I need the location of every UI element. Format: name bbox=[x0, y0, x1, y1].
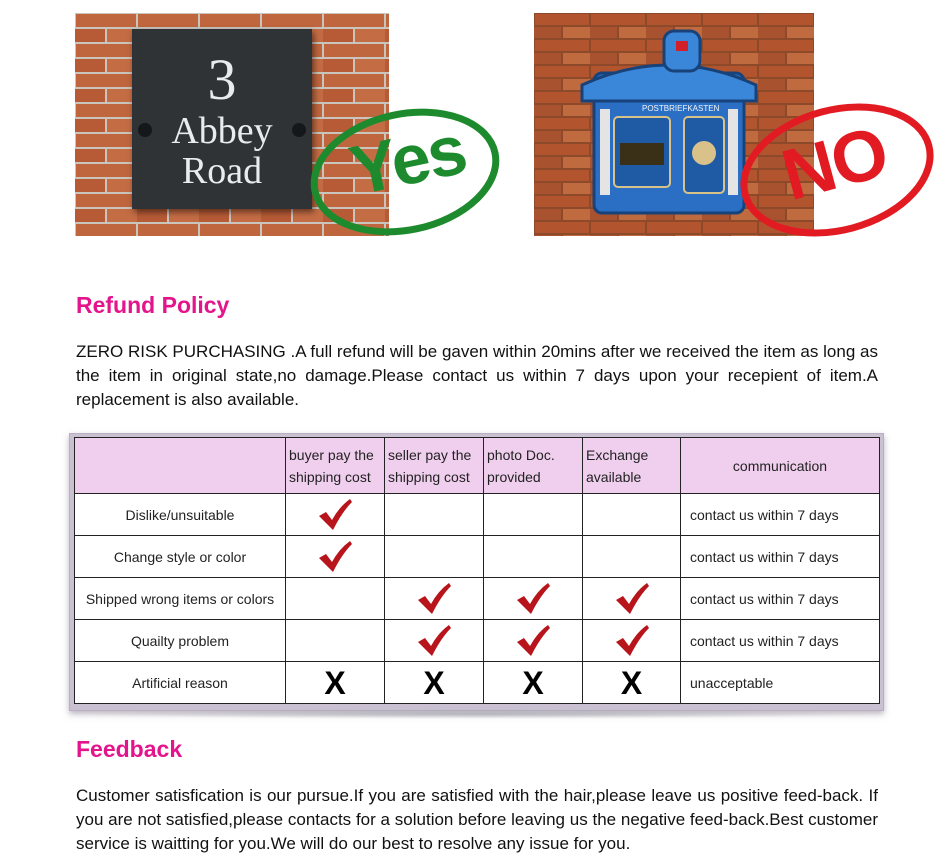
table-row bbox=[75, 620, 880, 662]
cross-icon: X bbox=[423, 664, 445, 701]
check-icon bbox=[416, 624, 452, 658]
mark-cell bbox=[484, 494, 583, 536]
mark-cell bbox=[385, 536, 484, 578]
mark-cell bbox=[286, 494, 385, 536]
yes-stamp bbox=[305, 100, 510, 240]
cross-icon: X bbox=[522, 664, 544, 701]
check-icon bbox=[515, 624, 551, 658]
mark-cell bbox=[385, 494, 484, 536]
check-icon bbox=[614, 582, 650, 616]
row-communication: unacceptable bbox=[681, 662, 880, 704]
mark-cell bbox=[286, 578, 385, 620]
mark-cell bbox=[583, 578, 681, 620]
header-exchange: Exchange available bbox=[583, 438, 681, 494]
header-seller-pay: seller pay the shipping cost bbox=[385, 438, 484, 494]
row-label: Shipped wrong items or colors bbox=[75, 578, 286, 620]
row-communication: contact us within 7 days bbox=[681, 620, 880, 662]
plaque-screw-left bbox=[138, 123, 152, 137]
plaque-screw-right bbox=[292, 123, 306, 137]
mark-cell bbox=[286, 662, 385, 704]
mark-cell bbox=[484, 620, 583, 662]
check-icon bbox=[317, 540, 353, 574]
row-label: Quailty problem bbox=[75, 620, 286, 662]
check-icon bbox=[614, 624, 650, 658]
mark-cell bbox=[385, 578, 484, 620]
yes-label: Yes bbox=[343, 109, 472, 211]
table-header-row bbox=[75, 438, 880, 494]
no-label: NO bbox=[773, 111, 896, 217]
header-cell-blank bbox=[75, 438, 286, 494]
table-row bbox=[75, 662, 880, 704]
plaque-line-1: Abbey bbox=[171, 110, 273, 152]
table-row bbox=[75, 578, 880, 620]
plaque-number: 3 bbox=[207, 47, 237, 112]
plaque-line-2: Road bbox=[181, 150, 263, 192]
mark-cell bbox=[385, 662, 484, 704]
mark-cell bbox=[286, 536, 385, 578]
mark-cell bbox=[385, 620, 484, 662]
feedback-text: Customer satisfication is our pursue.If you are satisfied with the hair,please leave us positive feed-back. If you are not satisfied,please contacts for a solution before leaving us the negative feed-back.Best customer service is waitting for you.We will do our best to resolve any issue for you. bbox=[76, 786, 878, 853]
check-icon bbox=[317, 498, 353, 532]
house-plaque bbox=[132, 29, 312, 209]
row-label: Change style or color bbox=[75, 536, 286, 578]
table-row bbox=[75, 494, 880, 536]
policy-table-frame bbox=[69, 433, 884, 711]
mark-cell bbox=[583, 494, 681, 536]
header-communication: communication bbox=[681, 438, 880, 494]
table-row bbox=[75, 536, 880, 578]
no-stamp bbox=[732, 98, 937, 240]
feedback-title: Feedback bbox=[76, 736, 183, 762]
row-communication: contact us within 7 days bbox=[681, 578, 880, 620]
mark-cell bbox=[583, 662, 681, 704]
mark-cell bbox=[583, 536, 681, 578]
cross-icon: X bbox=[620, 664, 643, 701]
refund-policy-title: Refund Policy bbox=[76, 292, 230, 318]
header-photo-doc: photo Doc. provided bbox=[484, 438, 583, 494]
table-shadow bbox=[80, 709, 875, 719]
policy-table bbox=[74, 437, 880, 704]
row-label: Artificial reason bbox=[75, 662, 286, 704]
mark-cell bbox=[583, 620, 681, 662]
refund-policy-text: ZERO RISK PURCHASING .A full refund will be gaven within 20mins after we received the item as long as the item in original state,no damage.Please contact us within 7 days upon your recepient of item.A replacement is also available. bbox=[76, 342, 878, 409]
row-communication: contact us within 7 days bbox=[681, 536, 880, 578]
mark-cell bbox=[484, 578, 583, 620]
cross-icon: X bbox=[324, 664, 346, 701]
mark-cell bbox=[484, 662, 583, 704]
mark-cell bbox=[484, 536, 583, 578]
check-icon bbox=[515, 582, 551, 616]
row-communication: contact us within 7 days bbox=[681, 494, 880, 536]
check-icon bbox=[416, 582, 452, 616]
row-label: Dislike/unsuitable bbox=[75, 494, 286, 536]
header-buyer-pay: buyer pay the shipping cost bbox=[286, 438, 385, 494]
mailbox-label: POSTBRIEFKASTEN bbox=[642, 104, 720, 113]
mark-cell bbox=[286, 620, 385, 662]
